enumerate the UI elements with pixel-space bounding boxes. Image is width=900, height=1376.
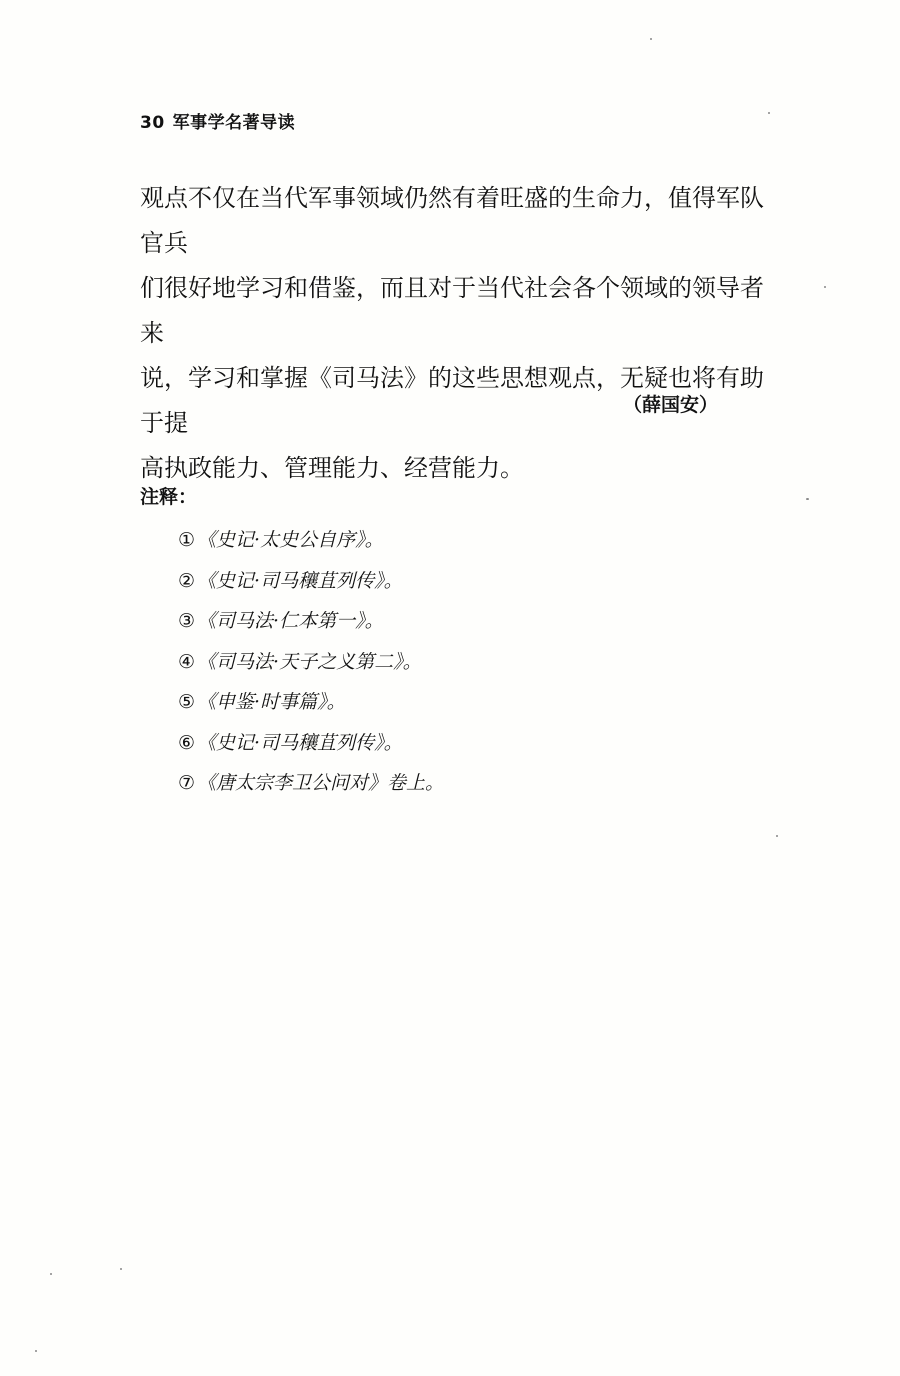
note-marker: ③: [178, 610, 196, 632]
scan-speck: [776, 835, 778, 837]
notes-heading: 注释：: [140, 486, 198, 508]
note-text: 《唐太宗李卫公问对》卷上。: [197, 772, 445, 794]
note-text: 《史记·司马穰苴列传》。: [197, 731, 403, 754]
note-marker: ⑥: [178, 731, 196, 754]
note-marker: ②: [178, 569, 196, 592]
page-number: 30: [140, 113, 165, 133]
note-marker: ⑤: [178, 691, 196, 713]
scan-speck: [35, 1350, 37, 1352]
scan-speck: [650, 38, 652, 40]
note-marker: ④: [178, 650, 196, 673]
note-text: 《申鉴·时事篇》。: [197, 691, 346, 713]
note-item: [178, 763, 444, 804]
note-text: 《司马法·天子之义第二》。: [197, 650, 422, 673]
paragraph-line: 观点不仅在当代军事领域仍然有着旺盛的生命力，值得军队官兵: [140, 184, 764, 257]
note-text: 《司马法·仁本第一》。: [197, 610, 384, 632]
note-text: 《史记·司马穰苴列传》。: [197, 569, 403, 592]
book-title: 军事学名著导读: [172, 113, 296, 133]
scan-speck: [120, 1268, 122, 1270]
note-item: [178, 682, 444, 723]
note-text: 《史记·太史公自序》。: [197, 529, 384, 551]
note-marker: ①: [178, 529, 196, 551]
running-head: [140, 108, 295, 133]
notes-list: [178, 520, 444, 804]
note-item: [178, 520, 444, 561]
body-paragraph: [140, 176, 772, 491]
note-item: [178, 723, 444, 764]
paragraph-line: 说，学习和掌握《司马法》的这些思想观点，无疑也将有助于提: [140, 364, 764, 437]
paragraph-line: 们很好地学习和借鉴，而且对于当代社会各个领域的领导者来: [140, 274, 764, 347]
scan-speck: [824, 286, 826, 288]
author-attribution: （薛国安）: [622, 394, 718, 416]
scan-speck: [50, 1273, 52, 1275]
note-marker: ⑦: [178, 772, 196, 794]
scan-speck: [768, 112, 770, 114]
paragraph-line: 高执政能力、管理能力、经营能力。: [140, 454, 524, 482]
note-item: [178, 601, 444, 642]
note-item: [178, 642, 444, 683]
scan-speck: [806, 498, 809, 500]
note-item: [178, 561, 444, 602]
